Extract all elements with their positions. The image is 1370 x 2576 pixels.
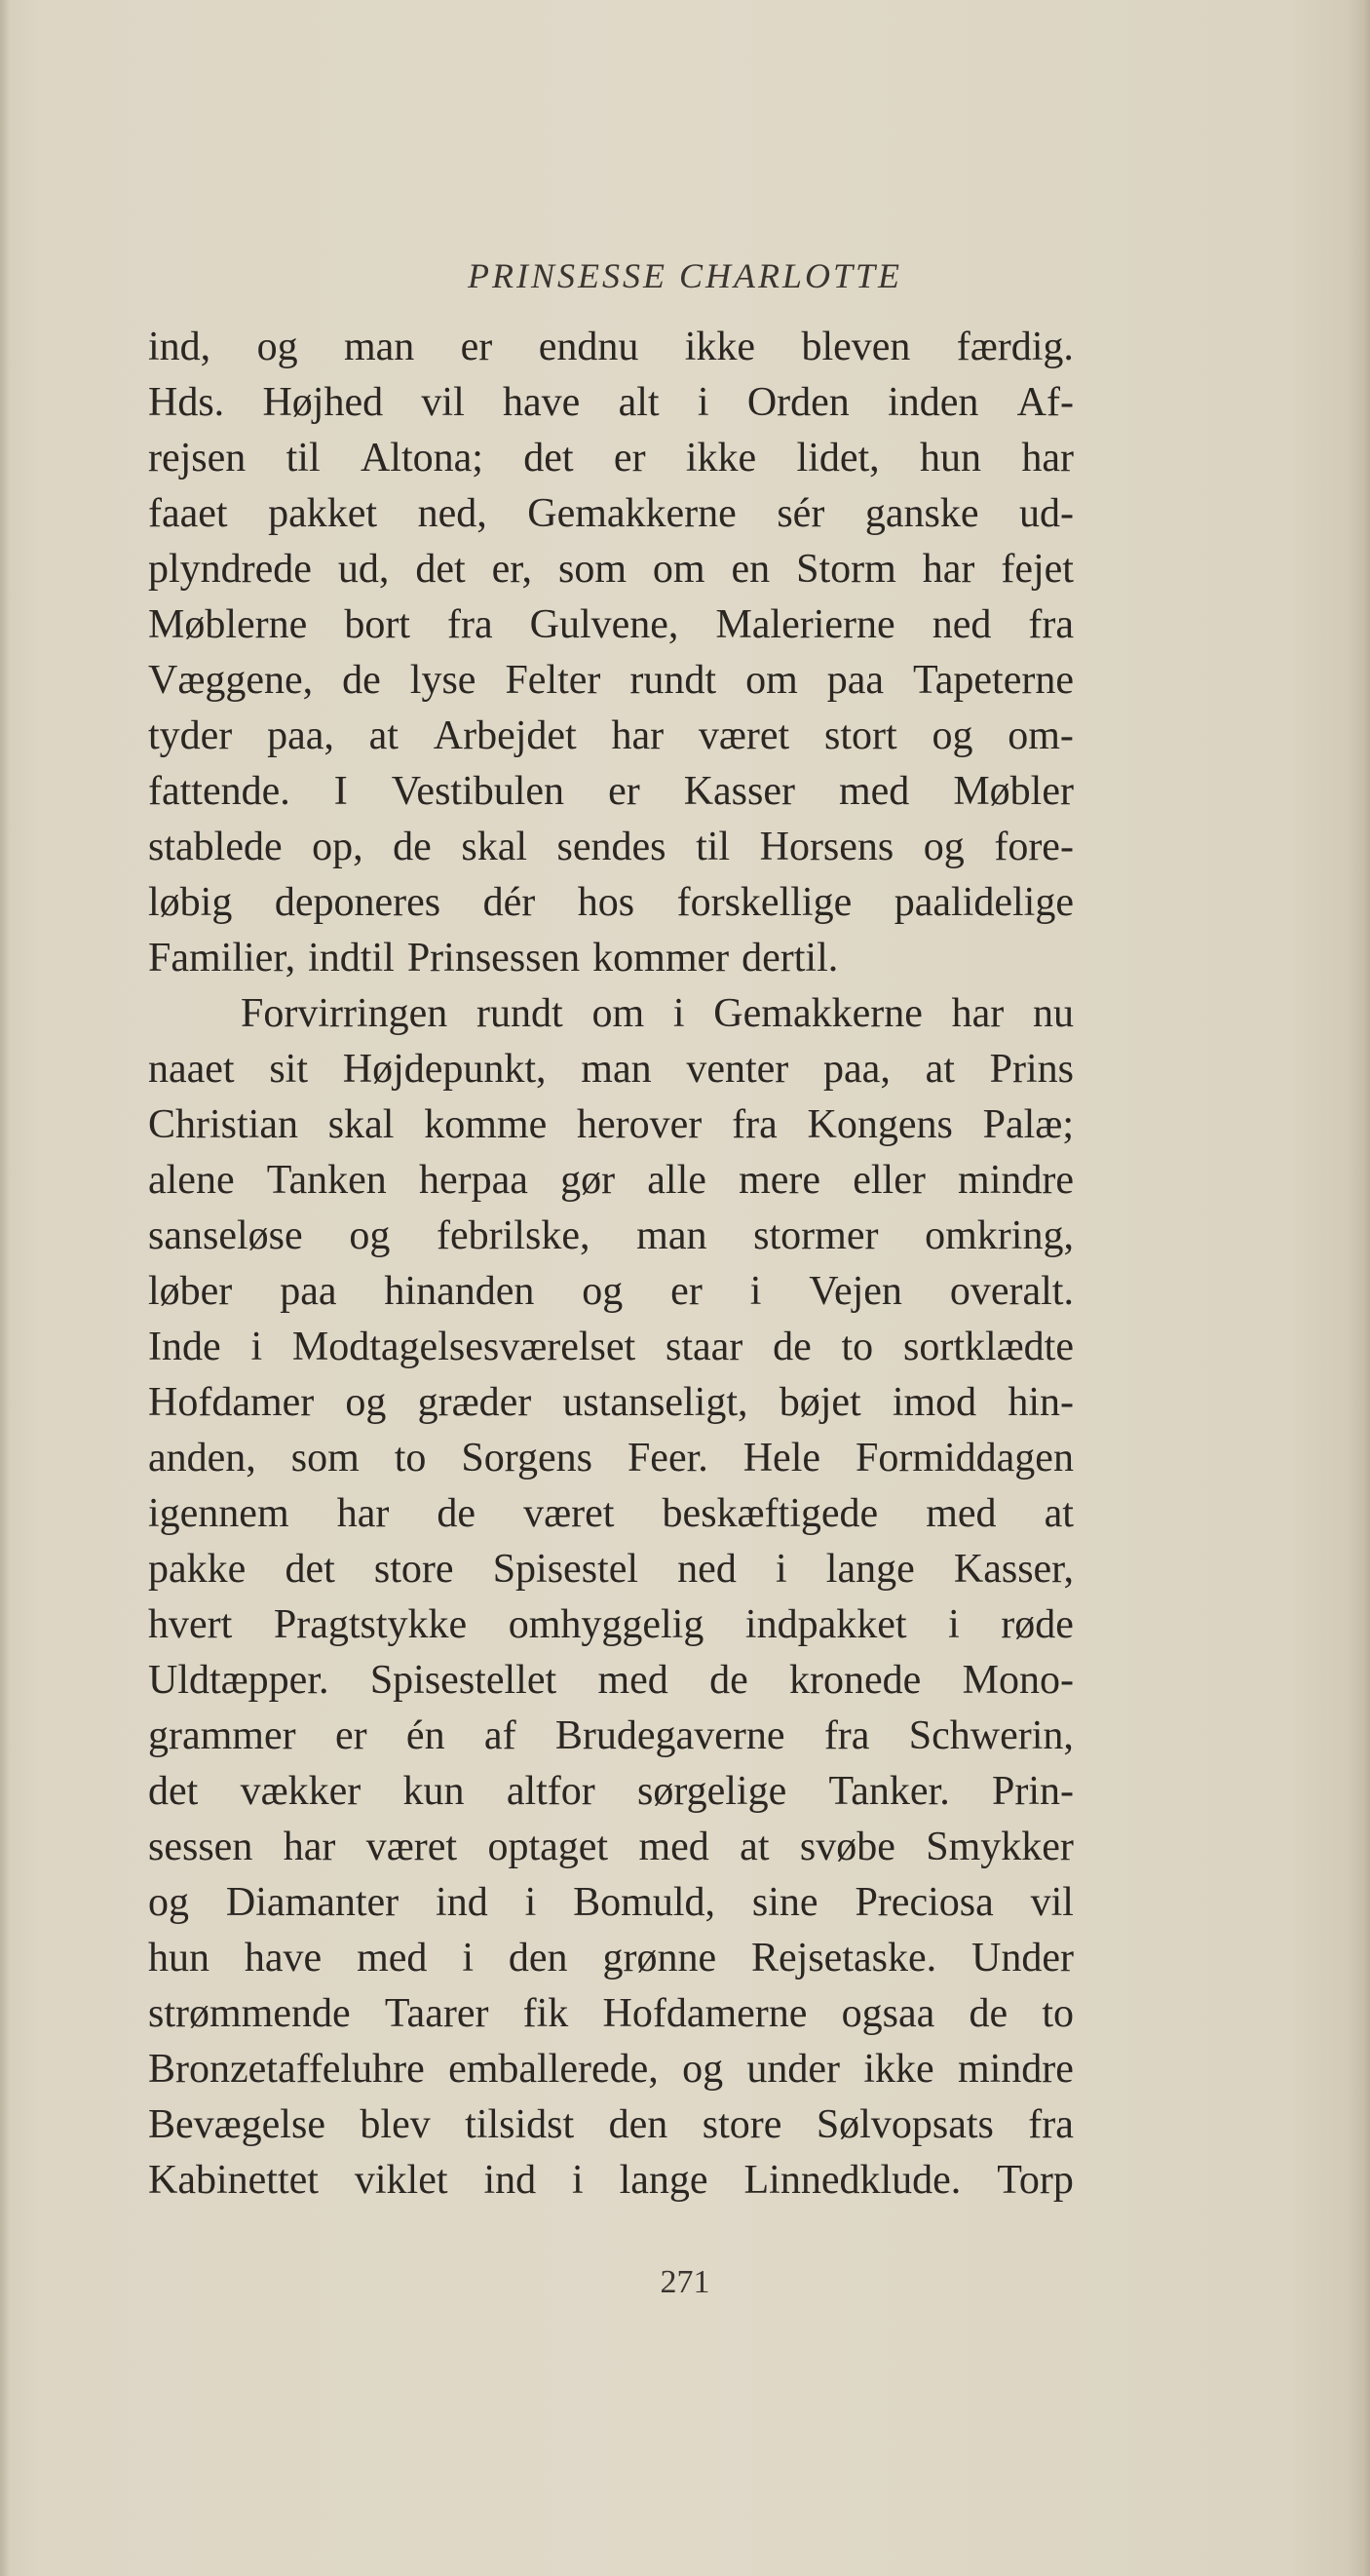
text-line: anden, som to Sorgens Feer. Hele Formiddagen (148, 1436, 1074, 1480)
text-line: plyndrede ud, det er, som om en Storm har fejet (148, 547, 1074, 592)
text-line: sessen har været optaget med at svøbe Smykker (148, 1825, 1074, 1869)
text-line: Forvirringen rundt om i Gemakkerne har nu (241, 991, 1074, 1036)
page-number: 271 (660, 2264, 710, 2300)
text-line: rejsen til Altona; det er ikke lidet, hun har (148, 436, 1074, 481)
text-line: Inde i Modtagelsesværelset staar de to sortklædte (148, 1325, 1074, 1369)
text-line: løber paa hinanden og er i Vejen overalt. (148, 1269, 1074, 1314)
text-line: Væggene, de lyse Felter rundt om paa Tapeterne (148, 658, 1074, 703)
text-line: Uldtæpper. Spisestellet med de kronede Mono- (148, 1658, 1074, 1703)
text-line: Hofdamer og græder ustanseligt, bøjet imod hin- (148, 1380, 1074, 1425)
text-line: hun have med i den grønne Rejsetaske. Under (148, 1936, 1074, 1980)
text-line: strømmende Taarer fik Hofdamerne ogsaa de to (148, 1991, 1074, 2036)
text-line: Hds. Højhed vil have alt i Orden inden Af- (148, 380, 1074, 425)
text-line: det vækker kun altfor sørgelige Tanker. Prin- (148, 1769, 1074, 1814)
text-line: Møblerne bort fra Gulvene, Malerierne ned fra (148, 602, 1074, 647)
text-line: Bronzetaffeluhre emballerede, og under ikke mindre (148, 2047, 1074, 2092)
text-line: sanseløse og febrilske, man stormer omkring, (148, 1213, 1074, 1258)
text-line: igennem har de været beskæftigede med at (148, 1491, 1074, 1536)
text-line: Christian skal komme herover fra Kongens Palæ; (148, 1102, 1074, 1147)
running-head: PRINSESSE CHARLOTTE (467, 256, 902, 295)
text-line: fattende. I Vestibulen er Kasser med Møbler (148, 769, 1074, 814)
page-right-edge (1349, 0, 1370, 2576)
text-line: hvert Pragtstykke omhyggelig indpakket i røde (148, 1602, 1074, 1647)
text-line: faaet pakket ned, Gemakkerne sér ganske ud- (148, 491, 1074, 536)
text-line: naaet sit Højdepunkt, man venter paa, at Prins (148, 1047, 1074, 1092)
text-line: og Diamanter ind i Bomuld, sine Preciosa vil (148, 1880, 1074, 1925)
text-line: tyder paa, at Arbejdet har været stort og om- (148, 713, 1074, 758)
text-line: alene Tanken herpaa gør alle mere eller mindre (148, 1158, 1074, 1203)
text-line: Kabinettet viklet ind i lange Linnedklude. Torp (148, 2158, 1074, 2203)
text-line: Familier, indtil Prinsessen kommer dertil. (148, 936, 839, 980)
text-line: løbig deponeres dér hos forskellige paalidelige (148, 880, 1074, 925)
text-line: grammer er én af Brudegaverne fra Schwerin, (148, 1713, 1074, 1758)
text-line: Bevægelse blev tilsidst den store Sølvopsats fra (148, 2102, 1074, 2147)
page-left-edge (0, 0, 10, 2576)
text-line: stablede op, de skal sendes til Horsens og fore- (148, 825, 1074, 869)
body-text (148, 320, 1074, 2209)
text-line: pakke det store Spisestel ned i lange Kasser, (148, 1547, 1074, 1592)
text-line: ind, og man er endnu ikke bleven færdig. (148, 325, 1074, 369)
